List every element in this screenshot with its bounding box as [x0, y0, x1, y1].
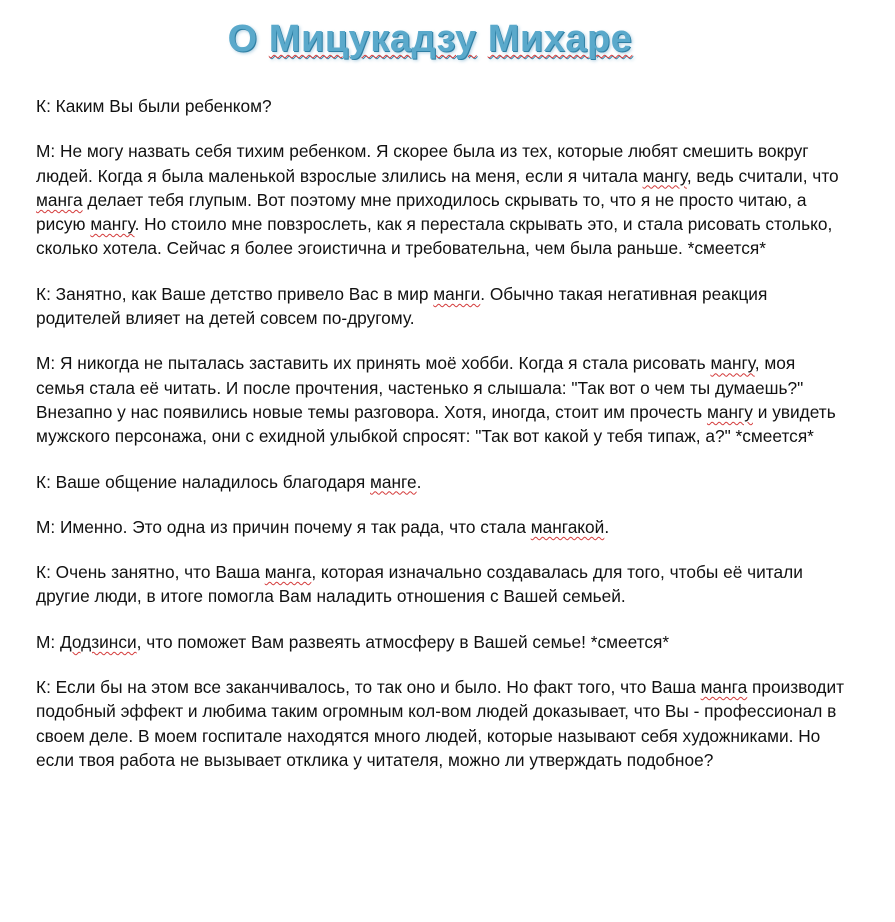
page-title — [0, 18, 860, 61]
text-run: , моя семья стала её читать. И после прочтения, частенько я слышала: "Так вот о чем ты думаешь?" Внезапно у нас появились новые темы разговора. Хотя, иногда, стоит им прочесть — [36, 353, 804, 422]
spell-flagged-word: манга — [700, 677, 748, 698]
paragraph-9 — [36, 675, 846, 772]
spell-flagged-word: мангу — [90, 214, 135, 235]
paragraph-8 — [36, 630, 846, 654]
paragraph-5 — [36, 470, 846, 494]
spell-flagged-word: мангакой — [530, 516, 605, 537]
text-run: производит подобный эффект и любима таким огромным кол-вом людей доказывает, что Вы - профессионал в своем деле. В моем госпитале находятся много людей, которые называют себя художниками. Но если твоя работа не вызывает отклика у читателя, можно ли утверждать подобное? — [36, 677, 845, 770]
text-run: и увидеть мужского персонажа, они с ехидной улыбкой спросят: "Так вот какой у тебя типаж, а?" *смеется* — [36, 401, 836, 447]
paragraph-1 — [36, 94, 846, 118]
text-run: . — [416, 471, 422, 492]
text-run: М: Я никогда не пыталась заставить их принять моё хобби. Когда я стала рисовать — [36, 353, 711, 374]
text-run: , что поможет Вам развеять атмосферу в Вашей семье! *смеется* — [136, 631, 670, 652]
text-run: делает тебя глупым. Вот поэтому мне приходилось скрывать то, что я не просто читаю, а рисую — [36, 189, 807, 235]
text-run: . Но стоило мне повзрослеть, как я перестала скрывать это, и стала рисовать столько, сколько хотела. Сейчас я более эгоистична и требовательна, чем была раньше. *смеется* — [36, 214, 833, 259]
title-surname: Михаре — [487, 18, 633, 60]
spell-flagged-word: Додзинси — [60, 631, 137, 652]
spell-flagged-word: мангу — [706, 401, 753, 422]
text-run: . — [604, 516, 610, 537]
spell-flagged-word: манга — [36, 189, 83, 210]
text-run: , которая изначально создавалась для того, чтобы её читали другие люди, в итоге помогла Вам наладить отношения с Вашей семьей. — [36, 562, 803, 607]
text-run: М: Не могу назвать себя тихим ребенком. Я скорее была из тех, которые любят смешить вокруг людей. Когда я была маленькой взрослые злились на меня, если я читала — [36, 141, 809, 186]
paragraph-3 — [36, 282, 846, 331]
interview-body — [36, 94, 846, 793]
spell-flagged-word: манге — [370, 471, 417, 492]
text-run: К: Ваше общение наладилось благодаря — [36, 471, 370, 492]
text-run: К: Занятно, как Ваше детство привело Вас в мир — [36, 283, 434, 304]
spell-flagged-word: мангу — [642, 165, 687, 186]
paragraph-2 — [36, 139, 846, 260]
text-run: М: Именно. Это одна из причин почему я так рада, что стала — [36, 516, 531, 537]
text-run: К: Каким Вы были ребенком? — [36, 96, 272, 116]
title-name: Мицукадзу — [268, 18, 477, 60]
paragraph-6 — [36, 515, 846, 539]
title-space — [477, 18, 488, 60]
text-run: К: Очень занятно, что Ваша — [36, 562, 265, 583]
text-run: М: — [36, 631, 60, 652]
paragraph-4 — [36, 351, 846, 448]
spell-flagged-word: манги — [433, 283, 481, 304]
spell-flagged-word: манга — [264, 562, 312, 583]
title-word: О — [227, 18, 269, 60]
paragraph-7 — [36, 560, 846, 609]
text-run: , ведь считали, что — [686, 165, 839, 186]
text-run: . Обычно такая негативная реакция родителей влияет на детей совсем по-другому. — [36, 283, 768, 329]
text-run: К: Если бы на этом все заканчивалось, то так оно и было. Но факт того, что Ваша — [36, 677, 701, 698]
spell-flagged-word: мангу — [710, 353, 755, 374]
